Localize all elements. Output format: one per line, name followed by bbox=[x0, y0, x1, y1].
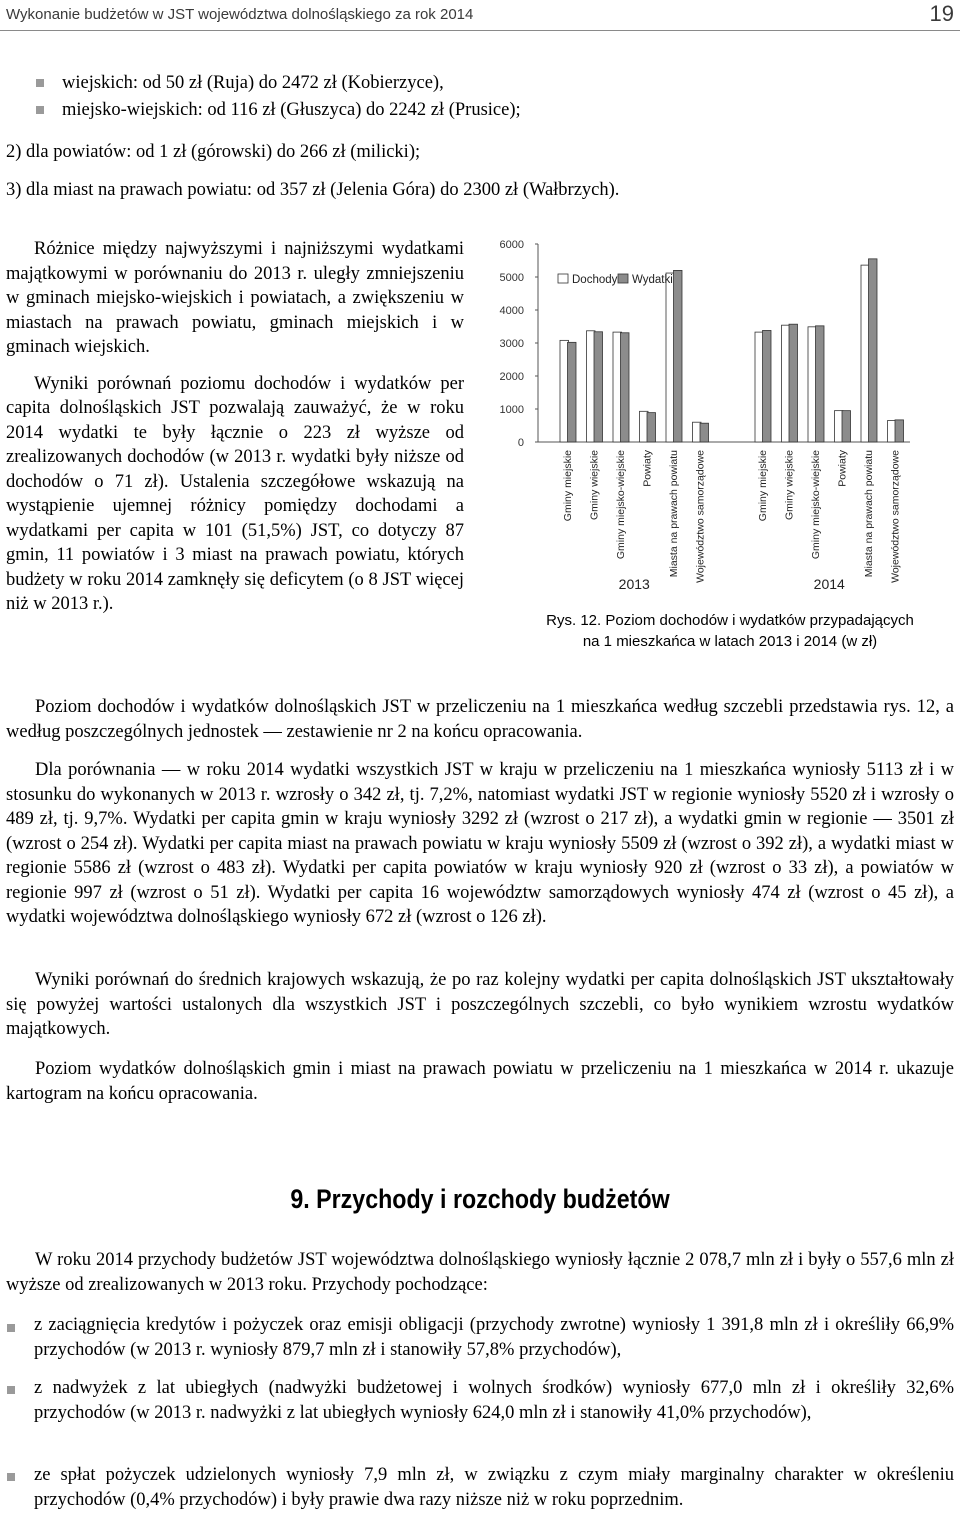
page-header bbox=[0, 0, 960, 31]
list-item: z zaciągnięcia kredytów i pożyczek oraz emisji obligacji (przychody zwrotne) wyniosły 1 391,8 mln zł i określiły 66,9% przychodów (w 2013 r. wyniosły 879,7 mln zł i stanowiły 57,8% przychodów), bbox=[34, 1315, 954, 1360]
group-label: 2013 bbox=[618, 576, 650, 592]
x-tick-label: Województwo samorządowe bbox=[694, 450, 707, 583]
legend-swatch-dochody bbox=[558, 274, 568, 283]
bar-wydatki-2013 bbox=[700, 423, 709, 442]
bar-wydatki-2013 bbox=[568, 342, 577, 442]
bullet-square-icon bbox=[36, 79, 44, 87]
y-tick-label: 0 bbox=[517, 437, 524, 449]
section-intro bbox=[6, 1248, 954, 1297]
list-item: miejsko-wiejskich: od 116 zł (Głuszyca) do 2242 zł (Prusice); bbox=[62, 100, 521, 120]
y-tick-label: 1000 bbox=[499, 404, 524, 416]
x-tick-label: Powiaty bbox=[641, 450, 654, 487]
y-tick-label: 4000 bbox=[499, 305, 524, 317]
list-item: 3) dla miast na prawach powiatu: od 357 zł (Jelenia Góra) do 2300 zł (Wałbrzych). bbox=[6, 180, 620, 200]
paragraph: Poziom wydatków dolnośląskich gmin i miast na prawach powiatu w przeliczeniu na 1 mieszkańca w 2014 r. ukazuje kartogram na końcu opracowania. bbox=[6, 1059, 954, 1104]
group-label: 2014 bbox=[813, 576, 845, 592]
bar-wydatki-2014 bbox=[789, 324, 798, 442]
bullet-square-icon bbox=[7, 1473, 15, 1481]
caption-line: na 1 mieszkańca w latach 2013 i 2014 (w zł) bbox=[582, 633, 878, 650]
x-tick-label: Gminy wiejskie bbox=[783, 450, 796, 521]
x-tick-label: Gminy miejsko-wiejskie bbox=[810, 450, 822, 560]
legend-label-wydatki: Wydatki bbox=[632, 274, 673, 286]
body-text bbox=[6, 695, 954, 744]
bar-wydatki-2014 bbox=[842, 411, 851, 442]
chart-legend bbox=[558, 274, 673, 286]
x-tick-label: Miasta na prawach powiatu bbox=[863, 450, 875, 578]
y-tick-label: 2000 bbox=[499, 371, 524, 383]
list-item: wiejskich: od 50 zł (Ruja) do 2472 zł (Kobierzyce), bbox=[62, 73, 444, 93]
bar-wydatki-2013 bbox=[647, 413, 656, 442]
x-tick-label: Województwo samorządowe bbox=[889, 450, 902, 583]
bar-wydatki-2014 bbox=[763, 330, 772, 442]
x-tick-label: Powiaty bbox=[836, 450, 849, 487]
paragraph: Różnice między najwyższymi i najniższymi wydatkami majątkowymi w porównaniu do 2013 r. uległy zmniejszeniu w gminach miejsko-wiejskich i powiatach, a zwiększeniu w miastach na prawach powiatu, gminach miejskich i w gminach wiejskich. bbox=[6, 239, 464, 357]
bar-wydatki-2014 bbox=[816, 326, 825, 442]
header-title: Wykonanie budżetów w JST województwa dolnośląskiego za rok 2014 bbox=[6, 6, 474, 23]
body-text bbox=[6, 758, 954, 930]
bar-wydatki-2013 bbox=[594, 332, 603, 442]
bar-chart bbox=[490, 232, 960, 604]
body-text bbox=[6, 1057, 954, 1106]
bar-wydatki-2013 bbox=[621, 333, 630, 442]
paragraph: W roku 2014 przychody budżetów JST województwa dolnośląskiego wyniosły łącznie 2 078,7 mln zł i były o 557,6 mln zł wyższe od zrealizowanych w 2013 roku. Przychody pochodzące: bbox=[6, 1250, 954, 1295]
y-tick-label: 3000 bbox=[499, 338, 524, 350]
bullet-square-icon bbox=[36, 106, 44, 114]
list-item: 2) dla powiatów: od 1 zł (górowski) do 266 zł (milicki); bbox=[6, 142, 421, 162]
paragraph: Poziom dochodów i wydatków dolnośląskich JST w przeliczeniu na 1 mieszkańca według szczebli przedstawia rys. 12, a według poszczególnych jednostek — zestawienie nr 2 na końcu opracowania. bbox=[6, 697, 954, 742]
legend-swatch-wydatki bbox=[618, 274, 628, 283]
page-number: 19 bbox=[929, 1, 954, 26]
x-tick-label: Miasta na prawach powiatu bbox=[668, 450, 680, 578]
x-tick-label: Gminy miejskie bbox=[562, 450, 574, 522]
left-column bbox=[6, 237, 464, 629]
bullet-square-icon bbox=[7, 1386, 15, 1394]
list-item: z nadwyżek z lat ubiegłych (nadwyżki budżetowej i wolnych środków) wyniosły 677,0 mln zł i określiły 32,6% przychodów (w 2013 r. nadwyżki z lat ubiegłych wyniosły 624,0 mln zł i stanowiły 41,0% przychodów), bbox=[34, 1378, 954, 1423]
bar-wydatki-2014 bbox=[895, 420, 904, 442]
y-tick-label: 6000 bbox=[499, 239, 524, 251]
list-item: ze spłat pożyczek udzielonych wyniosły 7,9 mln zł, w związku z czym miały marginalny charakter w określeniu przychodów (0,4% przychodów) i były prawie dwa razy niższe niż w roku poprzednim. bbox=[34, 1465, 954, 1510]
section-title: 9. Przychody i rozchody budżetów bbox=[290, 1184, 670, 1214]
body-text bbox=[6, 968, 954, 1042]
caption-line: Rys. 12. Poziom dochodów i wydatków przypadających bbox=[546, 612, 914, 629]
x-tick-label: Gminy miejsko-wiejskie bbox=[615, 450, 627, 560]
chart-caption bbox=[505, 610, 955, 652]
bullet-square-icon bbox=[7, 1324, 15, 1332]
legend-label-dochody: Dochody bbox=[572, 274, 618, 286]
paragraph: Dla porównania — w roku 2014 wydatki wszystkich JST w kraju w przeliczeniu na 1 mieszkańca wyniosły 5113 zł i w stosunku do wykonanych w 2013 r. wzrosły o 342 zł, tj. 7,2%, natomiast wydatki JST w regionie wyniosły 5520 zł i wzrosły o 489 zł, tj. 9,7%. Wydatki per capita gmin w kraju wyniosły 3292 zł (wzrost o 217 zł), a wydatki gmin w regionie — 3501 zł (wzrost o 254 zł). Wydatki per capita miast na prawach powiatu w kraju wyniosły 5509 zł (wzrost o 392 zł), a wydatki miast w regionie 5586 zł (wzrost o 483 zł). Wydatki per capita powiatów w kraju wyniosły 920 zł (wzrost o 33 zł), a powiatów w regionie 997 zł (wzrost o 51 zł). Wydatki per capita 16 województw samorządowych wyniosły 474 zł (wzrost o 45 zł), a wydatki województwa dolnośląskiego wyniosły 672 zł (wzrost o 126 zł). bbox=[6, 760, 954, 927]
paragraph: Wyniki porównań poziomu dochodów i wydatków per capita dolnośląskich JST pozwalają zauważyć, że w roku 2014 wydatki te były łącznie o 223 zł wyższe od zrealizowanych dochodów (w 2013 r. wydatki były niższe od dochodów o 71 zł). Ustalenia szczegółowe wskazują na wystąpienie ujemnej różnicy pomiędzy dochodami a wydatkami per capita w 101 (51,5%) JST, co dotyczy 87 gmin, 11 powiatów i 3 miast na prawach powiatu, których budżety w roku 2014 zamknęły się deficytem (o 8 JST więcej niż w 2013 r.). bbox=[6, 373, 464, 614]
x-tick-label: Gminy wiejskie bbox=[588, 450, 601, 521]
bar-wydatki-2013 bbox=[674, 270, 683, 442]
paragraph: Wyniki porównań do średnich krajowych wskazują, że po raz kolejny wydatki per capita dolnośląskich JST ukształtowały się powyżej wartości ustalonych dla wszystkich JST i poszczególnych szczebli, co było wynikiem wzrostu wydatków majątkowych. bbox=[6, 970, 954, 1039]
bar-wydatki-2014 bbox=[869, 259, 878, 442]
x-tick-label: Gminy miejskie bbox=[757, 450, 769, 522]
y-tick-label: 5000 bbox=[499, 272, 524, 284]
